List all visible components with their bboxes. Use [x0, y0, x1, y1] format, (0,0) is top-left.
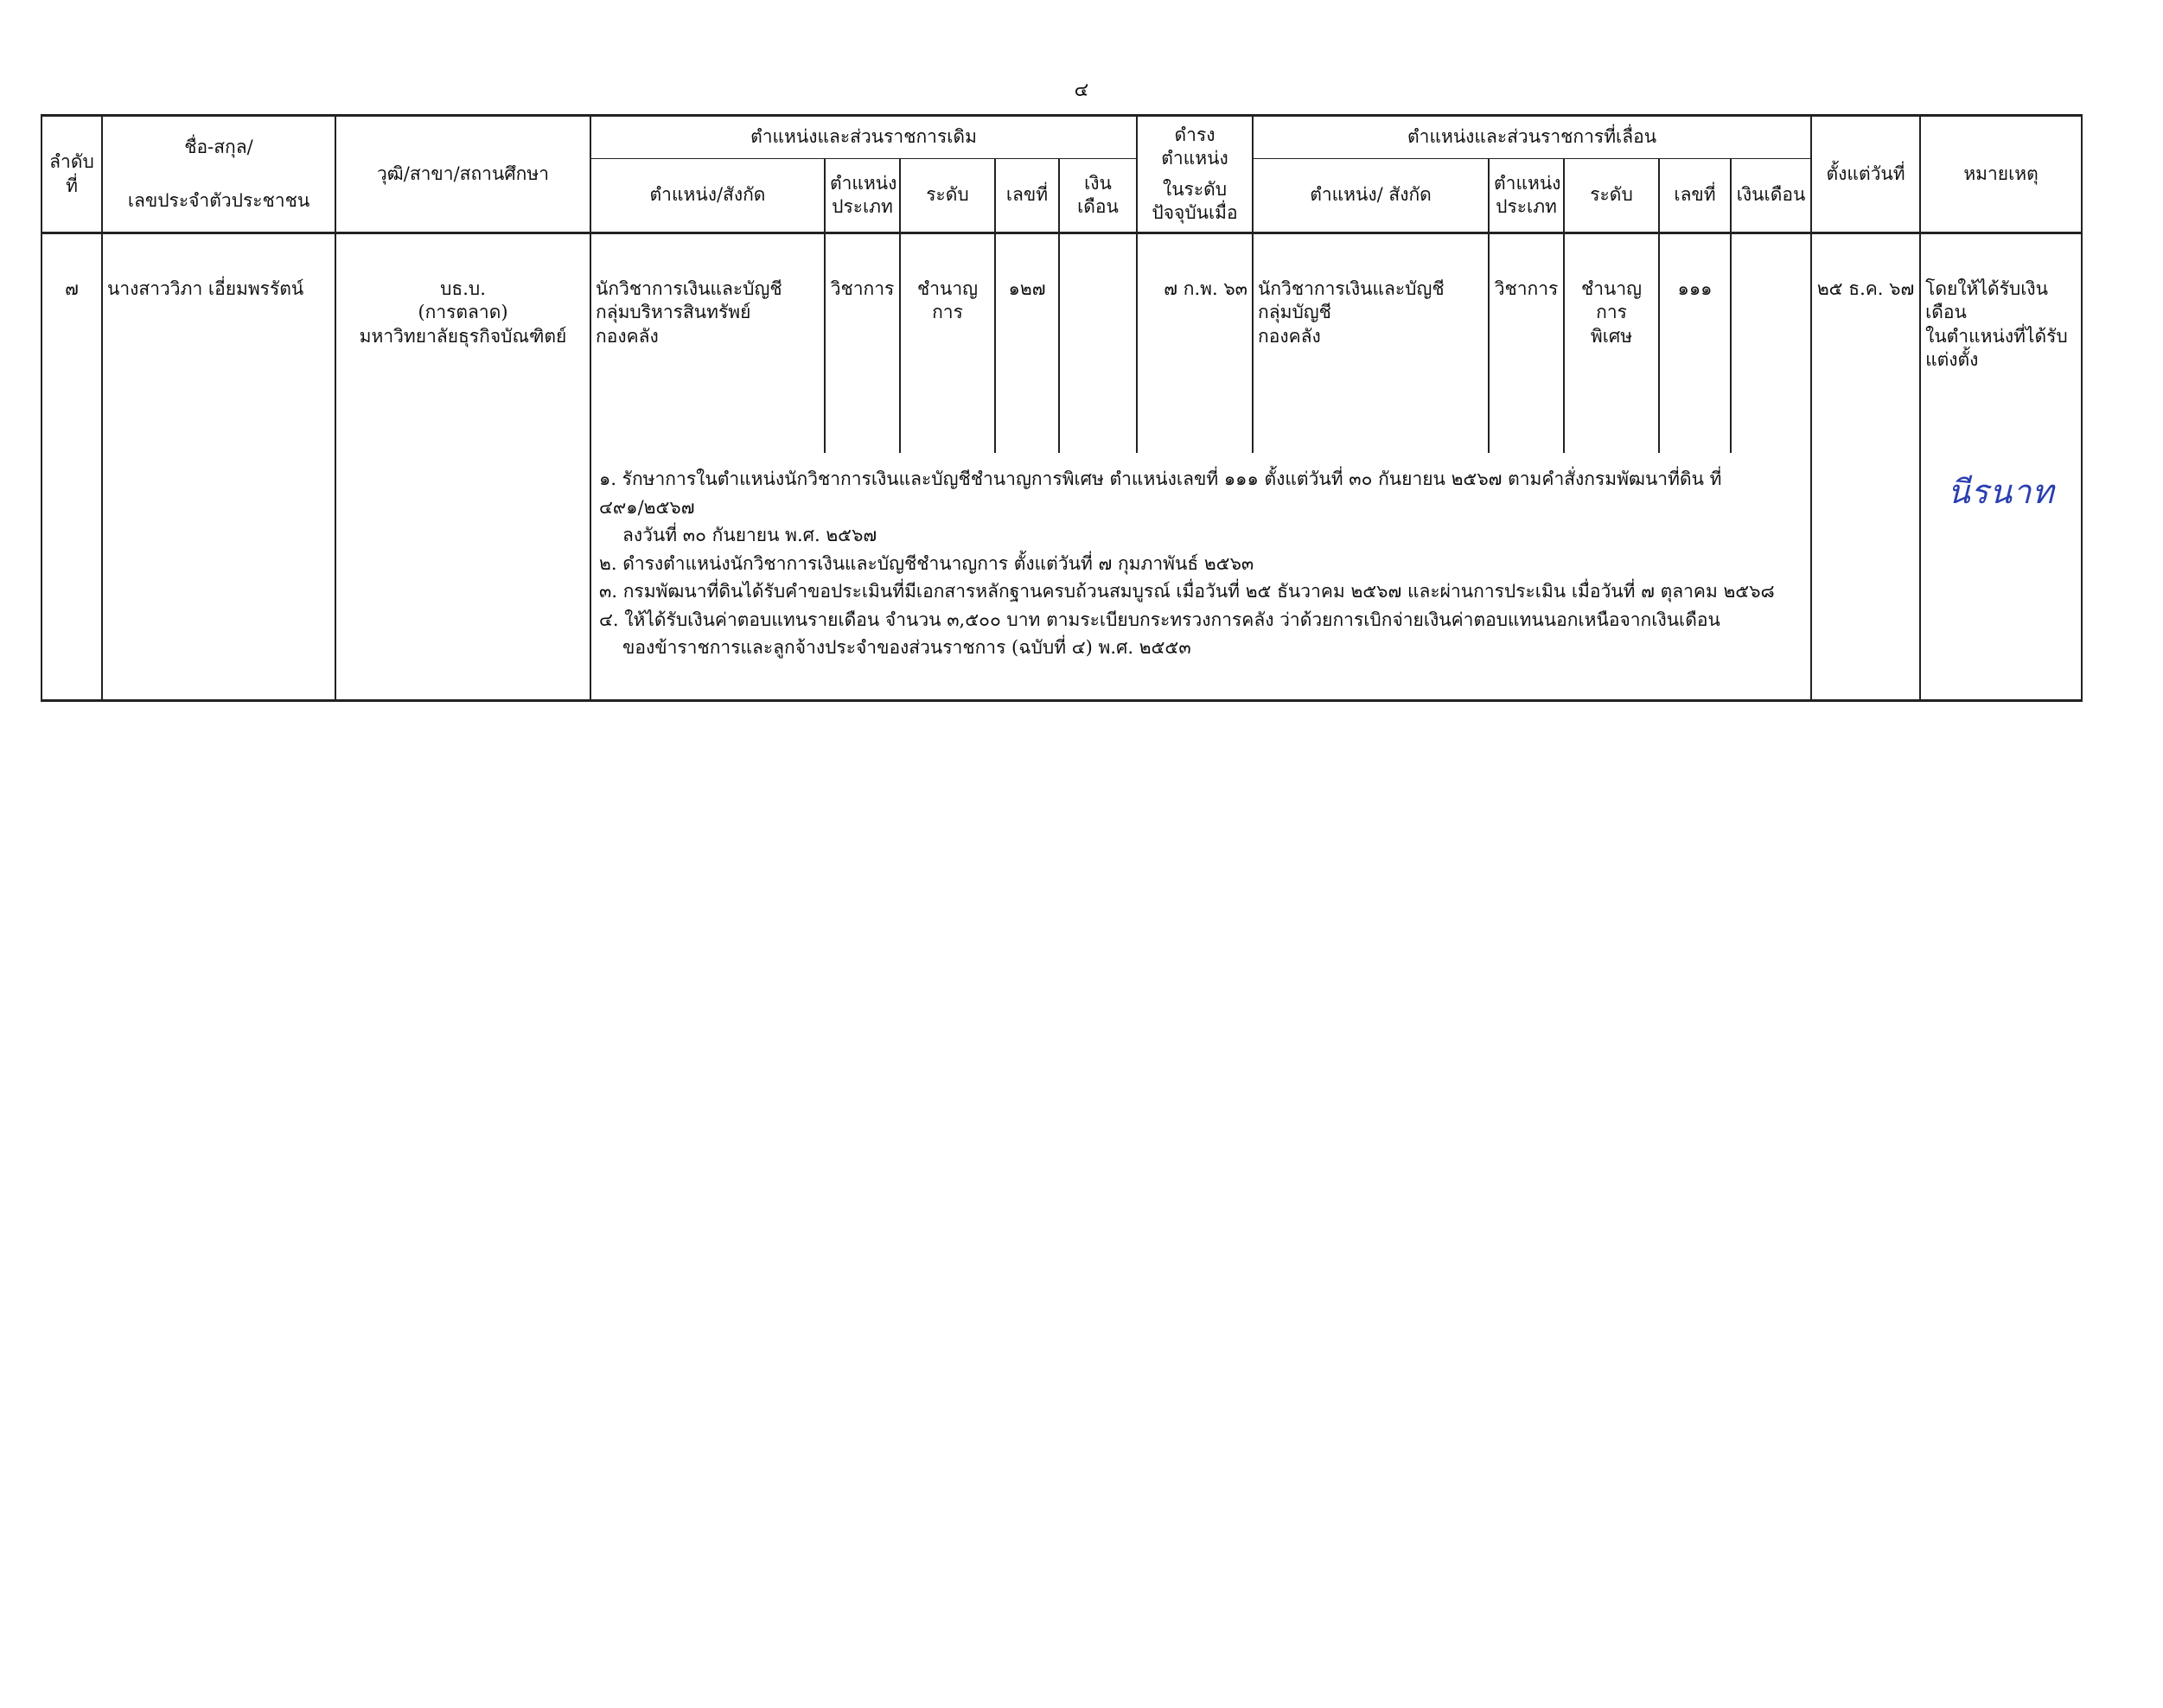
header-new-group: ตำแหน่งและส่วนราชการที่เลื่อน	[1253, 116, 1811, 159]
note-3: ๓. กรมพัฒนาที่ดินได้รับคำขอประเมินที่มีเอกสารหลักฐานครบถ้วนสมบูรณ์ เมื่อวันที่ ๒๕ ธันวาคม ๒๕๖๗ และผ่านการประเมิน เมื่อวันที่ ๗ ตุลาคม ๒๕๖๘	[599, 581, 1775, 602]
cell-orig-level: ชำนาญการ	[900, 233, 995, 454]
notes-list	[596, 453, 1806, 697]
signature: นีรนาท	[1947, 473, 2055, 512]
header-effective-date: ตั้งแต่วันที่	[1811, 116, 1920, 233]
page-number: ๔	[1074, 80, 1089, 101]
cell-held-since: ๗ ก.พ. ๖๓	[1137, 233, 1253, 454]
note-2: ๒. ดำรงตำแหน่งนักวิชาการเงินและบัญชีชำนาญการ ตั้งแต่วันที่ ๗ กุมภาพันธ์ ๒๕๖๓	[599, 552, 1254, 574]
cell-effective-date: ๒๕ ธ.ค. ๖๗	[1811, 233, 1920, 701]
cell-new-number: ๑๑๑	[1659, 233, 1731, 454]
cell-seq: ๗	[41, 233, 102, 701]
cell-orig-position: นักวิชาการเงินและบัญชี กลุ่มบริหารสินทรัพย์ กองคลัง	[590, 233, 825, 454]
header-new-level: ระดับ	[1564, 159, 1659, 233]
cell-education: บธ.บ. (การตลาด) มหาวิทยาลัยธุรกิจบัณฑิตย์	[335, 233, 590, 701]
header-orig-salary: เงินเดือน	[1059, 159, 1137, 233]
note-1-cont: ลงวันที่ ๓๐ กันยายน พ.ศ. ๒๕๖๗	[622, 525, 877, 546]
note-4-cont: ของข้าราชการและลูกจ้างประจำของส่วนราชการ (ฉบับที่ ๔) พ.ศ. ๒๕๕๓	[622, 637, 1191, 659]
cell-new-position: นักวิชาการเงินและบัญชี กลุ่มบัญชี กองคลัง	[1253, 233, 1489, 454]
header-orig-position: ตำแหน่ง/สังกัด	[590, 159, 825, 233]
note-4: ๔. ให้ได้รับเงินค่าตอบแทนรายเดือน จำนวน ๓,๕๐๐ บาท ตามระเบียบกระทรวงการคลัง ว่าด้วยการเบิกจ่ายเงินค่าตอบแทนนอกเหนือจากเงินเดือน	[599, 609, 1720, 630]
notes-cell	[590, 453, 1811, 700]
header-new-number: เลขที่	[1659, 159, 1731, 233]
header-new-salary: เงินเดือน	[1731, 159, 1811, 233]
cell-new-salary	[1731, 233, 1811, 454]
header-name: ชื่อ-สกุล/ เลขประจำตัวประชาชน	[102, 116, 335, 233]
header-remarks: หมายเหตุ	[1920, 116, 2082, 233]
cell-new-type: วิชาการ	[1489, 233, 1564, 454]
header-seq: ลำดับที่	[41, 116, 102, 233]
header-orig-level: ระดับ	[900, 159, 995, 233]
header-new-position: ตำแหน่ง/ สังกัด	[1253, 159, 1489, 233]
note-1: ๑. รักษาการในตำแหน่งนักวิชาการเงินและบัญชีชำนาญการพิเศษ ตำแหน่งเลขที่ ๑๑๑ ตั้งแต่วันที่ ๓๐ กันยายน ๒๕๖๗ ตามคำสั่งกรมพัฒนาที่ดิน ที่ ๔๙๑/๒๕๖๗	[599, 468, 1722, 518]
header-original-group: ตำแหน่งและส่วนราชการเดิม	[590, 116, 1137, 159]
cell-new-level: ชำนาญการ พิเศษ	[1564, 233, 1659, 454]
cell-orig-salary	[1059, 233, 1137, 454]
table-row	[41, 233, 2082, 454]
header-new-type: ตำแหน่ง ประเภท	[1489, 159, 1564, 233]
header-orig-type: ตำแหน่ง ประเภท	[825, 159, 900, 233]
cell-remarks: โดยให้ได้รับเงินเดือน ในตำแหน่งที่ได้รับ แต่งตั้ง นีรนาท	[1920, 233, 2082, 701]
header-held-since: ดำรงตำแหน่ง ในระดับ ปัจจุบันเมื่อ	[1137, 116, 1253, 233]
cell-name: นางสาววิภา เอี่ยมพรรัตน์	[102, 233, 335, 701]
cell-orig-type: วิชาการ	[825, 233, 900, 454]
promotion-table	[41, 114, 2083, 702]
cell-orig-number: ๑๒๗	[995, 233, 1059, 454]
header-education: วุฒิ/สาขา/สถานศึกษา	[335, 116, 590, 233]
header-orig-number: เลขที่	[995, 159, 1059, 233]
